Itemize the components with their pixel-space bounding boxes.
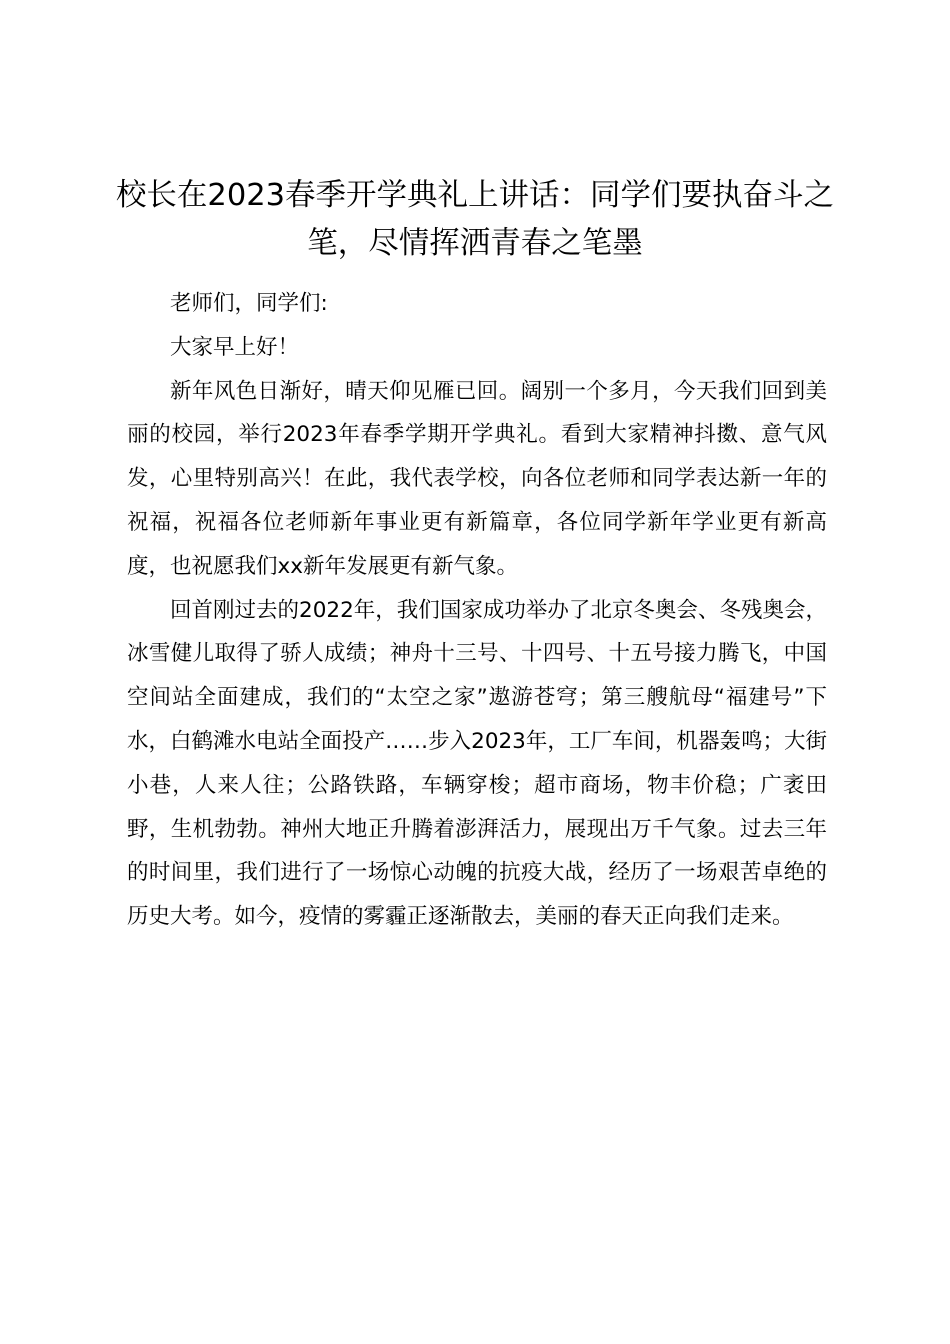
body-paragraph: 新年风色日渐好，晴天仰见雁已回。阔别一个多月，今天我们回到美丽的校园，举行2023年春季学期开学典礼。看到大家精神抖擞、意气风发，心里特别高兴！在此，我代表学校，向各位老师和同学表达新一年的祝福，祝福各位老师新年事业更有新篇章，各位同学新年学业更有新高度，也祝愿我们xx新年发展更有新气象。 bbox=[127, 378, 827, 579]
salutation-paragraph: 老师们，同学们: bbox=[170, 291, 328, 316]
document-body bbox=[127, 282, 827, 939]
greeting-paragraph: 大家早上好！ bbox=[170, 334, 300, 360]
body-paragraph: 回首刚过去的2022年，我们国家成功举办了北京冬奥会、冬残奥会，冰雪健儿取得了骄人成绩；神舟十三号、十四号、十五号接力腾飞，中国空间站全面建成，我们的“太空之家”遨游苍穹；第三艘航母“福建号”下水，白鹤滩水电站全面投产……步入2023年，工厂车间，机器轰鸣；大街小巷，人来人往；公路铁路，车辆穿梭；超市商场，物丰价稳；广袤田野，生机勃勃。神州大地正升腾着澎湃活力，展现出万千气象。过去三年的时间里，我们进行了一场惊心动魄的抗疫大战，经历了一场艰苦卓绝的历史大考。如今，疫情的雾霾正逐渐散去，美丽的春天正向我们走来。 bbox=[127, 597, 827, 930]
document-title: 校长在2023春季开学典礼上讲话：同学们要执奋斗之笔，尽情挥洒青春之笔墨 bbox=[115, 178, 835, 261]
